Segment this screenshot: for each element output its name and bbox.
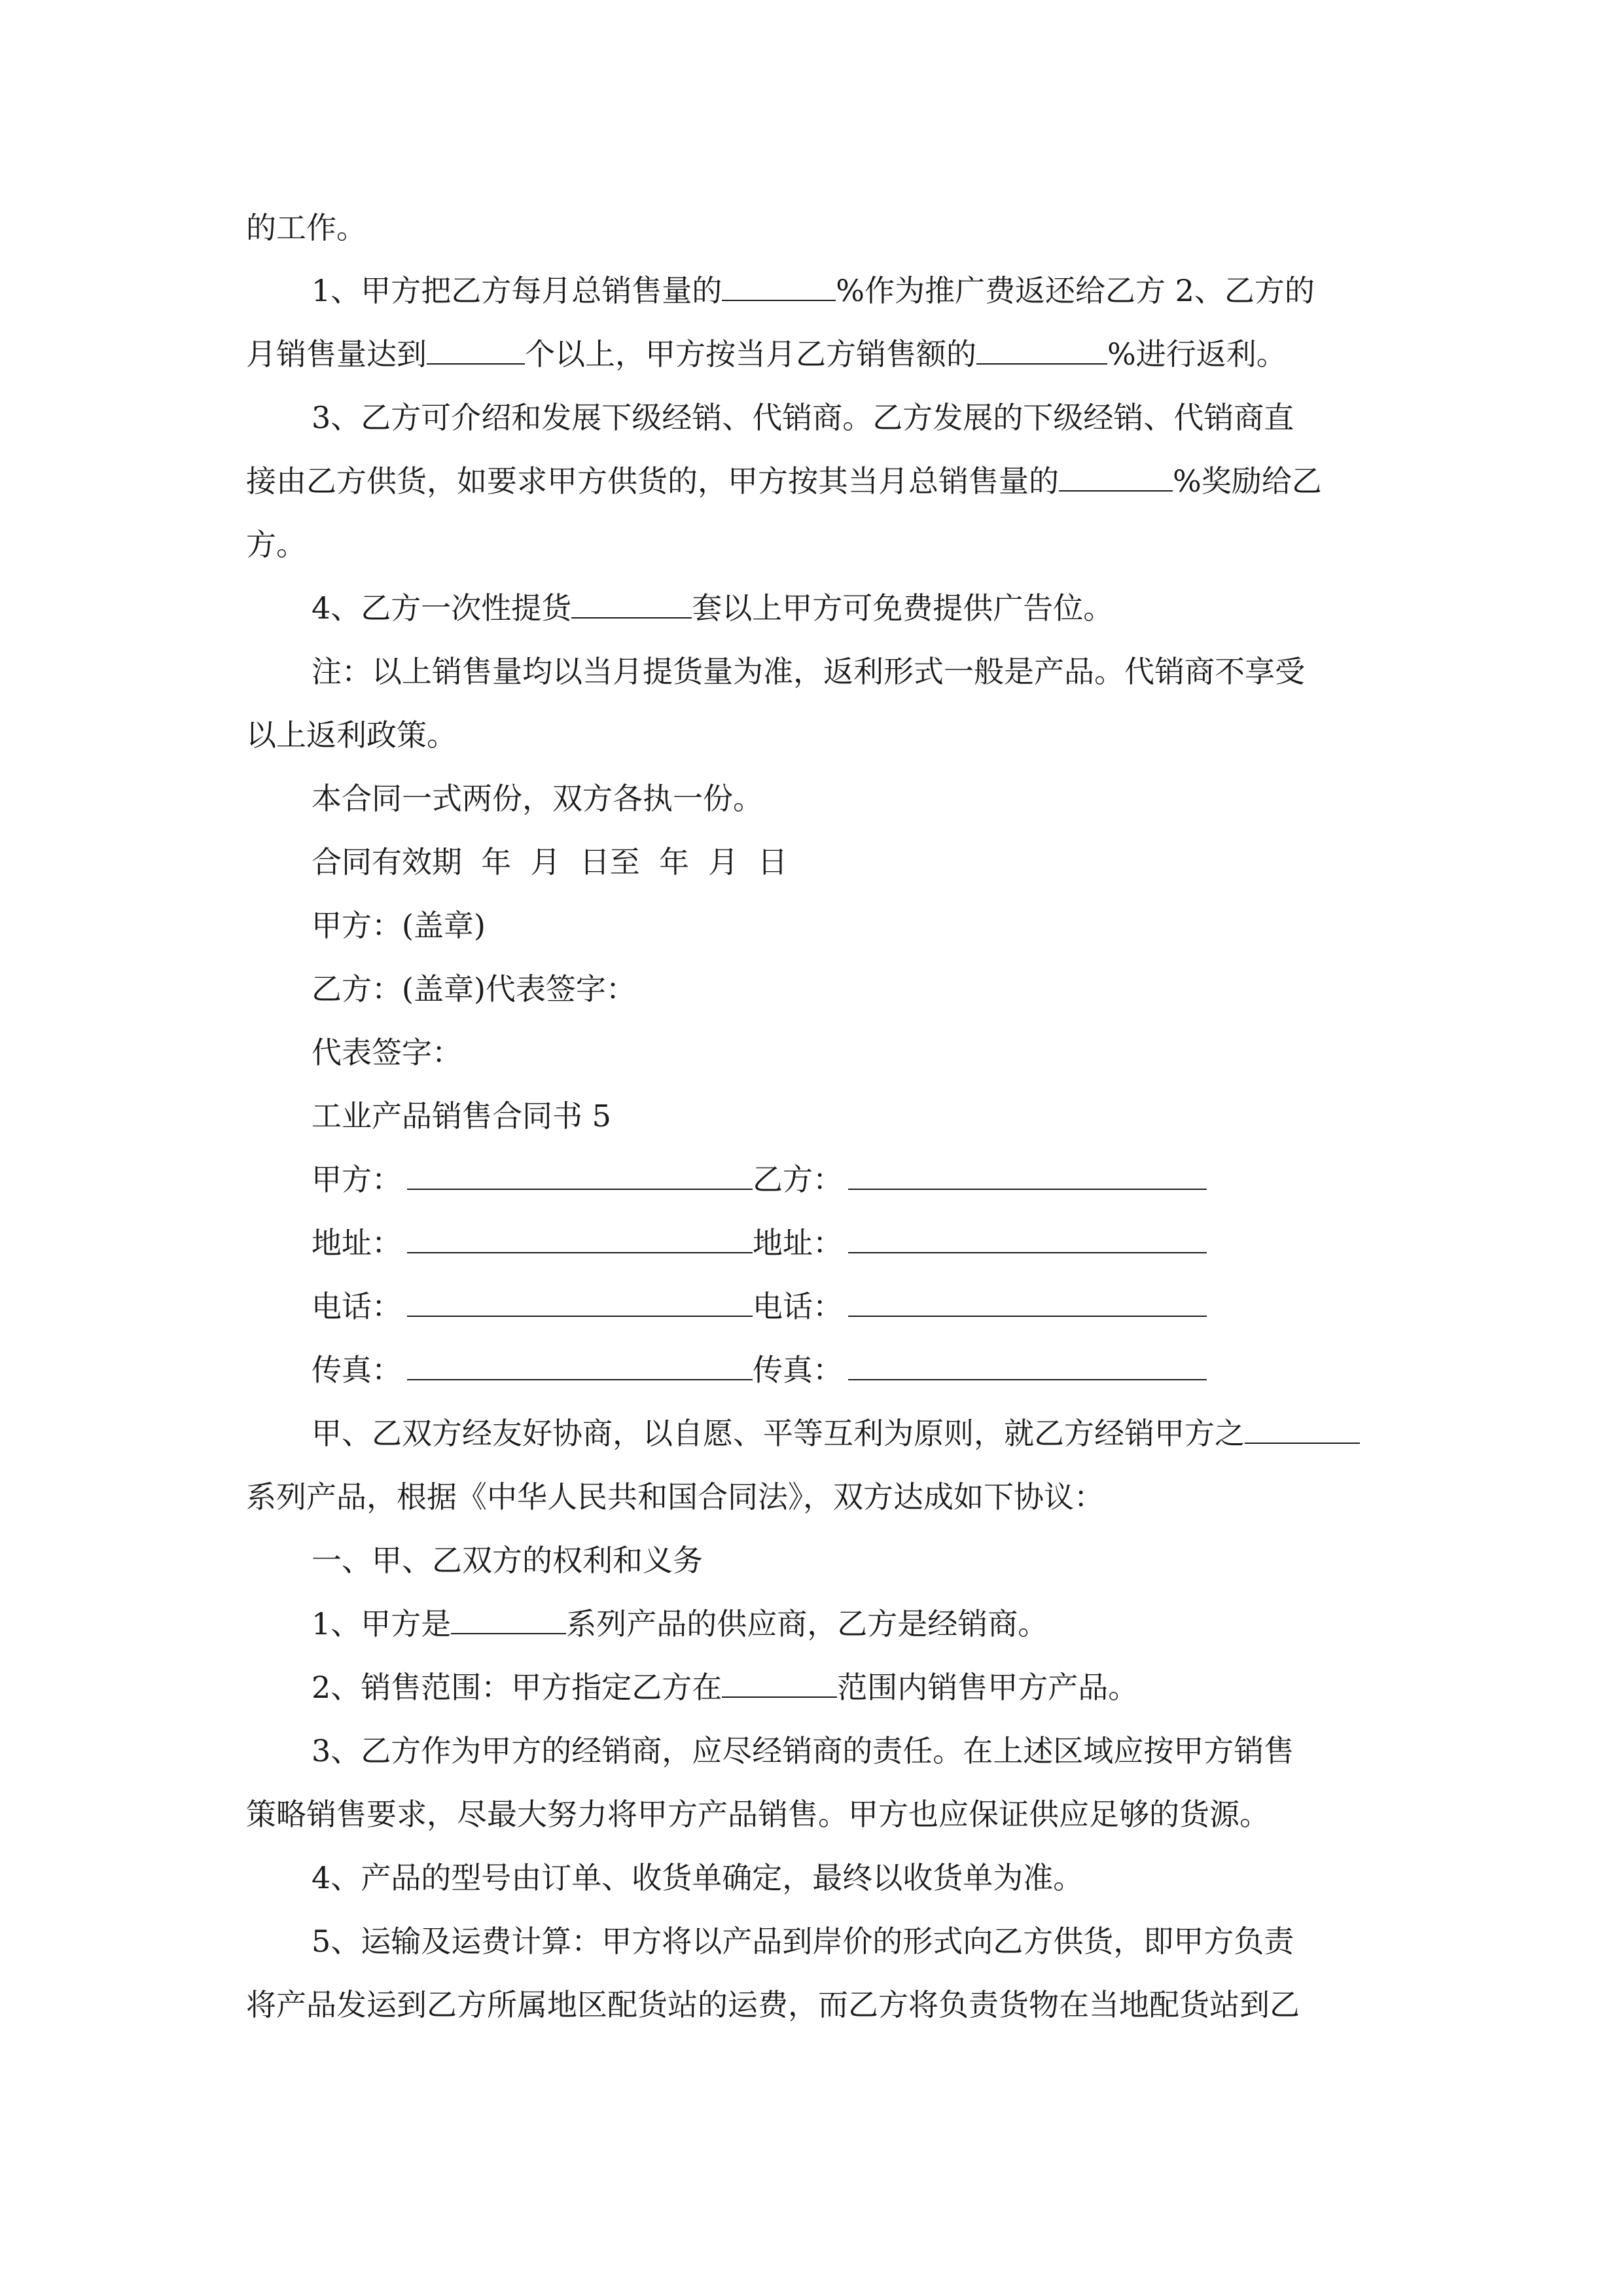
clause-2-rebate <box>246 334 1382 374</box>
clause-1-promotion-fee <box>312 271 1382 310</box>
text-line <box>246 461 1382 501</box>
party-a-label: 甲方： <box>312 1162 402 1197</box>
text-line <box>246 208 1382 247</box>
clause-text: 代表签字： <box>312 1035 462 1070</box>
chapter-heading <box>312 1541 1382 1580</box>
fill-blank <box>407 1350 753 1380</box>
clause-text: 乙方：(盖章)代表签字： <box>312 971 636 1007</box>
preamble <box>312 1414 1382 1453</box>
title-text: 工业产品销售合同书 5 <box>312 1098 611 1134</box>
fill-blank <box>848 1287 1207 1317</box>
address-label: 地址： <box>753 1225 843 1261</box>
fill-blank <box>722 271 836 301</box>
party-row-address <box>312 1223 1424 1263</box>
text-line <box>246 525 1382 564</box>
fill-blank <box>1059 461 1173 492</box>
clause-text: 1、甲方是 <box>312 1606 452 1641</box>
clause-3-sub-dealers <box>312 398 1382 437</box>
fill-blank <box>848 1350 1207 1380</box>
clause-text: 系列产品的供应商，乙方是经销商。 <box>566 1606 1048 1641</box>
clause-text: 接由乙方供货，如要求甲方供货的，甲方按其当月总销售量的 <box>246 463 1059 499</box>
text-line <box>246 1795 1382 1834</box>
clause-text: 甲方：(盖章) <box>312 908 486 943</box>
heading-text: 一、甲、乙双方的权利和义务 <box>312 1543 703 1578</box>
fill-blank <box>407 1287 753 1317</box>
fill-blank <box>1245 1414 1360 1444</box>
clause-text: 1、甲方把乙方每月总销售量的 <box>312 273 722 308</box>
fax-label: 传真： <box>312 1352 402 1388</box>
clause-text: 系列产品，根据《中华人民共和国合同法》，双方达成如下协议： <box>246 1479 1104 1515</box>
fill-blank <box>407 1223 753 1253</box>
fax-label: 传真： <box>753 1352 843 1388</box>
section-title <box>312 1096 1382 1136</box>
clause-text: 范围内销售甲方产品。 <box>837 1670 1139 1705</box>
clause-4-bulk-pickup <box>312 588 1382 628</box>
fill-blank <box>427 334 525 365</box>
fill-blank <box>976 334 1107 365</box>
clause-text: %进行返利。 <box>1107 336 1287 372</box>
article-2 <box>312 1668 1382 1707</box>
phone-label: 电话： <box>753 1289 843 1324</box>
clause-text: 个以上，甲方按当月乙方销售额的 <box>525 336 976 372</box>
fill-blank <box>571 588 692 619</box>
clause-text: 3、乙方可介绍和发展下级经销、代销商。乙方发展的下级经销、代销商直 <box>312 400 1294 435</box>
clause-text: %作为推广费返还给乙方 2、乙方的 <box>836 273 1315 308</box>
clause-text: 4、产品的型号由订单、收货单确定，最终以收货单为准。 <box>312 1860 1084 1895</box>
clause-text: 策略销售要求，尽最大努力将甲方产品销售。甲方也应保证供应足够的货源。 <box>246 1797 1270 1832</box>
clause-text: 月销售量达到 <box>246 336 427 372</box>
clause-text: 4、乙方一次性提货 <box>312 590 572 626</box>
fill-blank <box>407 1160 753 1190</box>
fill-blank <box>848 1223 1207 1253</box>
party-b-seal <box>312 969 1382 1009</box>
clause-text: %奖励给乙 <box>1173 463 1322 499</box>
clause-text: 甲、乙双方经友好协商，以自愿、平等互利为原则，就乙方经销甲方之 <box>312 1416 1245 1451</box>
party-row-phone <box>312 1287 1424 1326</box>
clause-text: 方。 <box>246 527 306 562</box>
party-b-label: 乙方： <box>753 1162 843 1197</box>
fill-blank <box>848 1160 1207 1190</box>
note-text: 以上返利政策。 <box>246 717 457 753</box>
article-1 <box>312 1604 1382 1643</box>
text-line <box>246 1477 1382 1516</box>
clause-text: 3、乙方作为甲方的经销商，应尽经销商的责任。在上述区域应按甲方销售 <box>312 1733 1294 1768</box>
fill-blank <box>451 1604 566 1634</box>
clause-text: 套以上甲方可免费提供广告位。 <box>692 590 1114 626</box>
copies-statement <box>312 779 1382 818</box>
clause-text: 合同有效期 年 月 日至 年 月 日 <box>312 844 788 880</box>
note-line <box>312 652 1382 691</box>
party-row-fax <box>312 1350 1424 1390</box>
clause-text: 2、销售范围：甲方指定乙方在 <box>312 1670 722 1705</box>
address-label: 地址： <box>312 1225 402 1261</box>
clause-text: 5、运输及运费计算：甲方将以产品到岸价的形式向乙方供货，即甲方负责 <box>312 1924 1294 1959</box>
representative-signature <box>312 1033 1382 1072</box>
party-a-seal <box>312 906 1382 945</box>
article-5 <box>312 1922 1382 1961</box>
phone-label: 电话： <box>312 1289 402 1324</box>
party-row-name <box>312 1160 1424 1199</box>
text-line <box>246 715 1382 755</box>
note-text: 注：以上销售量均以当月提货量为准，返利形式一般是产品。代销商不享受 <box>312 654 1305 689</box>
validity-period <box>312 842 1382 882</box>
article-3 <box>312 1731 1382 1770</box>
text-line <box>246 1985 1382 2024</box>
clause-text: 将产品发运到乙方所属地区配货站的运费，而乙方将负责货物在当地配货站到乙 <box>246 1987 1300 2022</box>
clause-text: 本合同一式两份，双方各执一份。 <box>312 781 763 816</box>
line-text: 的工作。 <box>246 210 366 245</box>
fill-blank <box>722 1668 837 1698</box>
article-4 <box>312 1858 1382 1897</box>
